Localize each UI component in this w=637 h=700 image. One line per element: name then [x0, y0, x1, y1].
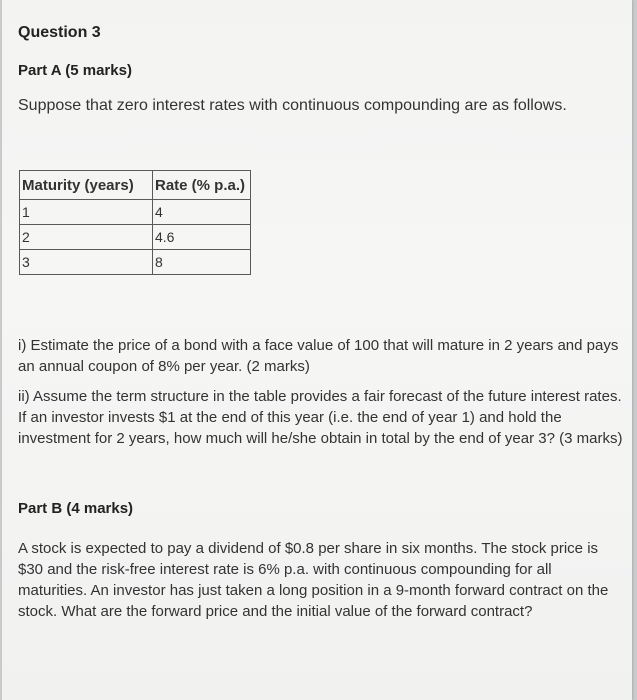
table-cell: 8 [153, 250, 251, 275]
table-row [20, 225, 251, 250]
table-row [20, 250, 251, 275]
question-page [2, 0, 632, 700]
question-i: i) Estimate the price of a bond with a face value of 100 that will mature in 2 years and pays an annual coupon of 8% per year. (2 marks) [18, 337, 619, 375]
table-cell: 2 [20, 225, 153, 250]
table-row [20, 200, 251, 225]
header-rate: Rate (% p.a.) [153, 171, 251, 200]
header-maturity: Maturity (years) [20, 171, 153, 200]
question-title: Question 3 [18, 24, 101, 41]
part-a-intro: Suppose that zero interest rates with continuous compounding are as follows. [18, 97, 567, 114]
table-cell: 4.6 [153, 225, 251, 250]
question-ii: ii) Assume the term structure in the table provides a fair forecast of the future interest rates. If an investor invests $1 at the end of this year (i.e. the end of year 1) and hold the investment for 2 years, how much will he/she obtain in total by the end of year 3? (3 marks) [18, 388, 623, 447]
rates-table [19, 170, 251, 275]
part-b-heading: Part B (4 marks) [18, 500, 134, 517]
table-cell: 4 [153, 200, 251, 225]
part-b-body: A stock is expected to pay a dividend of $0.8 per share in six months. The stock price is $30 and the risk-free interest rate is 6% p.a. with continuous compounding for all maturities. An investor has just taken a long position in a 9-month forward contract on the stock. What are the forward price and the initial value of the forward contract? [18, 540, 609, 620]
part-a-heading: Part A (5 marks) [18, 62, 132, 79]
table-cell: 1 [20, 200, 153, 225]
table-header-row [20, 171, 251, 200]
table-cell: 3 [20, 250, 153, 275]
